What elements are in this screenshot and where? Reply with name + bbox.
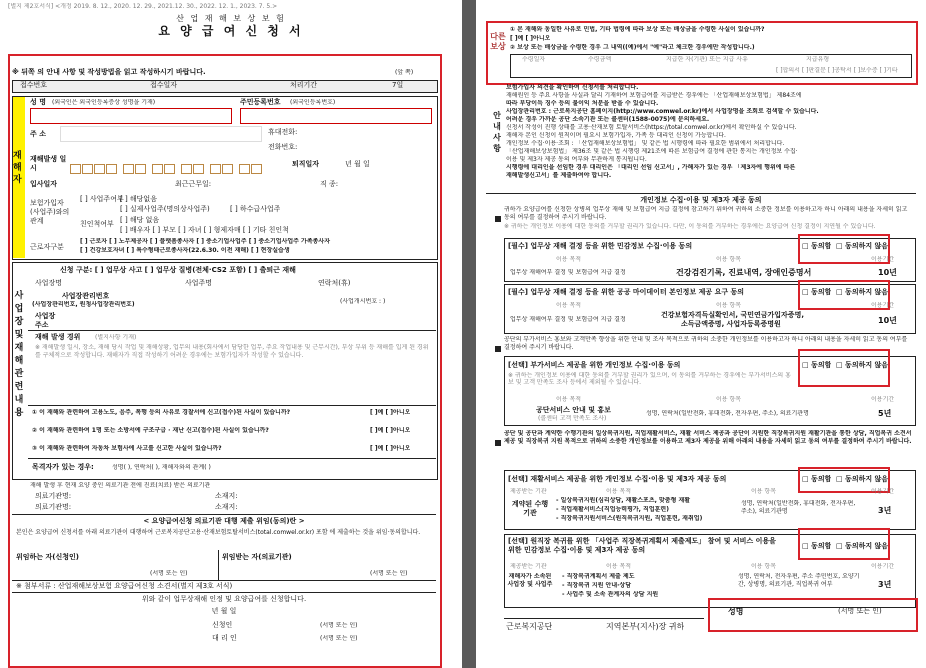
col-payer: 지급한 자(기관) 또는 지급 사유: [666, 56, 748, 63]
apply-kind-options[interactable]: 신청 구분: [ ] 업무상 사고 [ ] 업무상 질병(전체·CS2 포함) [ ] 출퇴근 재해: [60, 266, 296, 274]
consent-4-items: 성명, 연락처(일반전화, 휴대전화, 전자우편, 주소), 의료기관명: [741, 500, 856, 515]
consent-1-purpose: 업무상 재해여부 결정 및 보험급여 지급 결정: [510, 269, 626, 276]
page-back: [476, 0, 926, 668]
consent-3-purpose: 공단서비스 안내 및 홍보: [536, 406, 611, 414]
consent-4-use-2: - 직업재활서비스(직업능력평가, 직업훈련): [556, 506, 669, 513]
delegator-label: 위임하는 자(신청인): [16, 553, 79, 561]
question-insurance-answer[interactable]: [ ]예 [ ]아니오: [370, 445, 411, 452]
mobile-label: 휴대전화:: [268, 128, 298, 136]
accident-guide: ※ 재해발생 일시, 장소, 재해 당시 작업 및 재해상황, 업무의 내용(회사에서 담당한 업무, 주요 작업내용 및 근무시간), 부상 부위 등 재해를 입게 된 경위를 구체적으로 작성합니다. 재해자가 직접 작성하기 어려운 경우에는 보험가입자가 작성할 수 있습니다.: [35, 344, 429, 359]
consent-5-use-1: - 직장복귀계획서 제출 제도: [562, 573, 635, 580]
rrn-label: 주민등록번호: [240, 98, 281, 106]
consent-4-agree[interactable]: □ 동의함: [802, 475, 832, 483]
family-option-none[interactable]: [ ] 해당 없음: [120, 216, 160, 224]
page-side-label: (앞 쪽): [395, 69, 414, 76]
declaration-text: 위와 같이 업무상재해 인정 및 요양급여를 신청합니다.: [141, 595, 307, 603]
signature-label: 성명: [728, 607, 744, 616]
privacy-note: ※ 귀하는 개인정보 이용에 대한 동의를 거부할 권리가 있습니다. 다만, 이 동의를 거부하는 경우에는 요양급여 신청 결정이 지연될 수 있습니다.: [504, 223, 876, 230]
consent-1-disagree[interactable]: □ 동의하지 않음: [836, 242, 889, 250]
consent-3-col-purpose: 이용 목적: [556, 396, 582, 403]
col-type: 지급유형: [806, 56, 830, 63]
consent-4-use-3: - 직장복귀지원서비스(원직복귀지원, 직업훈련, 재취업): [556, 515, 703, 522]
bullet-icon: [495, 208, 504, 227]
form-title: 요 양 급 여 신 청 서: [158, 24, 304, 38]
guide-line: 보험가입자 의견을 확인하여 신청서를 처리합니다.: [506, 84, 639, 91]
consent-5-provider: 재해자가 소속된 사업장 및 사업주: [507, 573, 553, 588]
consent-2-items-1: 건강보험자격득실확인서, 국민연금가입자증명,: [661, 311, 804, 319]
consent-1-period: 10년: [878, 268, 897, 277]
consent-4-col-items: 이용 항목: [751, 488, 777, 495]
question-insurance: ③ 이 재해와 관련하여 자동차 보험사에 사고를 신고한 사실이 있습니까?: [32, 445, 222, 452]
footer-org: 근로복지공단: [506, 622, 553, 631]
biz-name-label: 사업장명: [35, 279, 63, 287]
consent-2-col-period: 이용기간: [871, 302, 895, 309]
consent-5-agree[interactable]: □ 동의함: [802, 542, 832, 550]
consent-4-disagree[interactable]: □ 동의하지 않음: [836, 475, 889, 483]
family-label: 친인척여부: [80, 220, 114, 228]
consent-2-items-2: 소득금액증명, 사업자등록증명원: [681, 320, 781, 328]
consent-2-period: 10년: [878, 316, 897, 325]
guide-line: 따라 부당이득 징수 등의 불이익 처분을 받을 수 있습니다.: [506, 100, 659, 107]
signature-seal[interactable]: (서명 또는 인): [838, 607, 882, 615]
process-period-label: 처리기간: [290, 81, 318, 89]
address-input[interactable]: [60, 126, 262, 142]
hire-date-label: 입사일자: [30, 180, 58, 188]
process-period-value: 7일: [392, 81, 404, 89]
privacy-intro: 귀하가 요양급여를 신청한 상병의 업무상 재해 및 보험급여 지급 결정에 참고하기 위하여 귀하의 소중한 정보를 이용하고자 하니 아래의 내용을 자세히 읽고 동의 여부를 결정하여 주시기 바랍니다.: [504, 206, 908, 221]
biz-owner-label: 사업주명: [185, 279, 213, 287]
privacy-title: 개인정보 수집·이용 및 제3자 제공 동의: [640, 196, 762, 204]
consent-3-agree[interactable]: □ 동의함: [802, 361, 832, 369]
accident-date-input[interactable]: [70, 158, 280, 170]
insured-relation-label: 보험가입자 (사업주)와의 관계: [30, 199, 70, 225]
proxy-title: < 요양급여신청 의료기관 대행 제출 위임(동의)란 >: [143, 517, 305, 525]
consent-5-col-use: 이용 목적: [606, 563, 632, 570]
type-options[interactable]: [ ]합의서 [ ]판결문 [ ]공탁서 [ ]보수증 [ ]기타: [776, 67, 898, 74]
applicant-label: 신청인: [212, 621, 233, 629]
agent-label: 대 리 인: [212, 634, 237, 642]
delegatee-sign[interactable]: (서명 또는 인): [370, 570, 408, 577]
consent-4-col-provider: 제공받는 기관: [510, 488, 547, 495]
consent-2-title: [필수] 업무상 재해 결정 등을 위한 공공 마이데이터 본인정보 제공 요구 동의: [508, 288, 745, 296]
consent-1-col-items: 이용 항목: [716, 256, 742, 263]
question-police-answer[interactable]: [ ]예 [ ]아니오: [370, 409, 411, 416]
question-119: ② 이 재해와 관련하여 1명 또는 소방서에 구조구급 · 재난 신고(접수)된 사실이 있습니까?: [32, 427, 269, 434]
accident-date-label: 재해발생 일 시: [30, 155, 67, 172]
consent-5-use-2: - 직장복귀 지원 안내·상담: [562, 582, 631, 589]
consent-4-col-use: 이용 목적: [606, 488, 632, 495]
mgmt-no-label: 사업장관리번호: [62, 292, 110, 300]
form-subtitle: 산 업 재 해 보 상 보 험: [176, 14, 286, 23]
consent-3-col-period: 이용기간: [871, 396, 895, 403]
guide-line: 어려운 경우 가까운 공단 소속기관 또는 콜센터(1588-0075)에 문의하세요.: [506, 116, 710, 123]
guide-line: 신청서 작성이 진행 상태를 고용·산재보험 토탈서비스(https://total.comwel.or.kr)에서 확인하실 수 있습니다.: [506, 124, 797, 131]
consent-1-items: 건강검진기록, 진료내역, 장애인증명서: [676, 268, 812, 277]
consent-2-col-purpose: 이용 목적: [556, 302, 582, 309]
consent-5-use-3: - 사업주 및 소속 관계자의 상담 지원: [562, 591, 659, 598]
name-label: 성 명: [30, 98, 46, 106]
consent-5-col-provider: 제공받는 기관: [510, 563, 547, 570]
phone-label: 전화번호:: [268, 143, 298, 151]
consent-2-purpose: 업무상 재해여부 결정 및 보험급여 지급 결정: [510, 316, 626, 323]
accident-textarea[interactable]: [35, 366, 431, 404]
hospital-note: 재해 발생 후 현재 요양 중인 의료기관 전에 진료(치료) 받은 의료기관: [30, 482, 211, 489]
notice-text: ※ 뒤쪽 의 안내 사항 및 작성방법을 읽고 작성하시기 바랍니다.: [12, 68, 206, 76]
delegatee-label: 위임받는 자(의료기관): [222, 553, 292, 561]
consent-4-use-1: - 일상복귀지원(심리상담, 재활스포츠, 맞춤형 재활: [556, 497, 691, 504]
victim-side-label: 재해자: [13, 151, 22, 185]
location-2-label: 소재지:: [215, 503, 238, 511]
witness-fields[interactable]: 성명( ), 연락처( ), 재해자와의 관계( ): [112, 464, 211, 471]
consent-1-col-period: 이용기간: [871, 256, 895, 263]
consent-5-disagree[interactable]: □ 동의하지 않음: [836, 542, 889, 550]
business-side-label: 사업장 및 재해 관련 내용: [14, 291, 24, 418]
last-work-date-label: 최근근무일:: [175, 180, 212, 188]
consent-4-intro: 공단 및 공단과 계약한 수행기관의 일상복귀지원, 직업재활서비스, 재활 서비스 제공과 공단이 지원한 직장복귀지원 재활기관을 통한 상담, 직업복귀 소견서 제공 및 직장복귀 지원 목적으로 귀하의 소중한 개인정보를 이용하고 제3자 제공을 위해 아래의 내용을 자세히 읽고 동의 여부를 결정하여 주시기 바랍니다.: [504, 430, 912, 445]
question-other-comp-answer[interactable]: [ ]예 [ ]아니오: [510, 35, 551, 42]
witness-label: 목격자가 있는 경우:: [32, 463, 94, 471]
work-type-options[interactable]: [ ] 근로자 [ ] 노무제공자 [ ] 플랫폼종사자 [ ] 중소기업사업주 [ ] 중소기업사업주 가족종사자: [80, 238, 331, 245]
retire-date-ymd: 년 월 일: [345, 160, 370, 168]
rrn-input[interactable]: [240, 108, 432, 124]
address-label: 주 소: [30, 130, 46, 138]
consent-1-title: [필수] 업무상 재해 결정 등을 위한 민감정보 수집·이용 동의: [508, 242, 693, 250]
guide-line: 시행령에 대리인을 선임한 경우 대리인은 「대리인 선임 신고서」, 가해자가 있는 경우 「제3자에 행위에 따른: [506, 164, 796, 171]
consent-4-provider: 계약된 수행기관: [511, 500, 549, 517]
question-other-comp: ① 본 재해와 동일한 사유로 민법, 기타 법령에 따라 보상 또는 배상금을 수령한 사실이 있습니까?: [510, 26, 765, 33]
mgmt-no-sub: (사업장관리번호, 원청사업장관리번호): [32, 301, 135, 308]
work-type-label: 근로자구분: [30, 243, 64, 251]
question-119-answer[interactable]: [ ]예 [ ]아니오: [370, 427, 411, 434]
consent-4-title: [선택] 재활서비스 제공을 위한 개인정보 수집·이용 및 제3자 제공 동의: [508, 475, 727, 483]
relation-option-actual[interactable]: [ ] 실제사업주(명의상사업주): [120, 205, 210, 213]
applicant-sign[interactable]: (서명 또는 인): [320, 622, 358, 629]
other-comp-detail: ② 보상 또는 배상금을 수령한 경우 그 내역((예)에서 "예"라고 체크한 경우에만 작성합니다.): [510, 44, 755, 51]
receipt-number-label: 접수번호: [20, 81, 48, 89]
consent-2-disagree[interactable]: □ 동의하지 않음: [836, 288, 889, 296]
receipt-row: [12, 80, 438, 93]
biz-address-label: 사업장 주소: [35, 312, 56, 329]
consent-3-disagree[interactable]: □ 동의하지 않음: [836, 361, 889, 369]
name-hint: (외국인은 외국인등록증상 성명을 기재): [52, 99, 156, 106]
guide-line: 개인정보 수집·이용·조회 : 「산업재해보상보험법」 및 같은 법 시행령에 따라 필요한 범위에서 처리합니다.: [506, 140, 785, 147]
relation-owner-label: [ ] 사업주여부: [80, 195, 124, 203]
guide-list: [506, 84, 916, 192]
accident-title: 재해 발생 경위: [35, 333, 81, 341]
consent-3-purpose-sub: (콜센터 고객 만족도 조사): [538, 415, 607, 422]
bullet-icon: [495, 432, 504, 451]
guide-line: 「산업재해보상보험법」 제36조 및 같은 법 시행령 제21조에 따른 보험급여 결정에 관한 통지는 개인정보 수집·: [506, 148, 798, 155]
guide-side-label: 안내 사항: [493, 111, 501, 153]
consent-2-col-items: 이용 항목: [716, 302, 742, 309]
guide-line: 재해발생신고서」를 제출하여야 합니다.: [506, 172, 612, 179]
bullet-icon: [495, 338, 504, 357]
work-type-options-2[interactable]: [ ] 건강보호자녀 [ ] 특수형태근로종사자(22.6.30. 이전 재해) [ ] 현장실습생: [80, 247, 290, 254]
consent-5-items: 성명, 연락처, 전자우편, 주소 주민번호, 요양기간, 상병명, 의료기관, 직업복귀 여부: [738, 573, 860, 588]
consent-5-title: [선택] 원직장 복귀를 위한 「사업주 직장복귀계획서 제출제도」 참여 및 서비스 이용을 위한 민감정보 수집·이용 및 제3자 제공 동의: [508, 537, 776, 554]
consent-5-col-period: 이용기간: [871, 563, 895, 570]
consent-3-intro: 공단의 부가서비스 홍보와 고객만족 향상을 위한 안내 및 조사 목적으로 귀하의 소중한 개인정보를 이용하고자 하니 아래의 내용을 자세히 읽고 동의 여부를 결정하여 주시기 바랍니다.: [504, 336, 908, 351]
consent-1-agree[interactable]: □ 동의함: [802, 242, 832, 250]
other-comp-side-label: 다른 보상: [490, 32, 506, 51]
relation-option-sub[interactable]: [ ] 하수급사업주: [230, 205, 281, 213]
consent-5-period: 3년: [878, 580, 892, 589]
reg-no-label: (사업개시번호 : ): [340, 298, 386, 305]
receipt-date-label: 접수일자: [150, 81, 178, 89]
declaration-date: 년 월 일: [211, 607, 237, 615]
consent-1-col-purpose: 이용 목적: [556, 256, 582, 263]
consent-3-title: [선택] 부가서비스 제공을 위한 개인정보 수집·이용 동의: [508, 361, 681, 369]
consent-3-col-items: 이용 항목: [716, 396, 742, 403]
agent-sign[interactable]: (서명 또는 인): [320, 635, 358, 642]
hospital-1-label: 의료기관명:: [35, 492, 72, 500]
col-recv-amount: 수령금액: [588, 56, 612, 63]
consent-3-period: 5년: [878, 409, 892, 418]
guide-line: 재해자 본인 신청이 원칙이며 필요시 보험가입자, 가족 등 대리인 신청이 가능합니다.: [506, 132, 726, 139]
form-number: [별지 제2호서식] <개정 2019. 8. 12., 2020. 12. 29., 2021.12. 30., 2022. 12. 1., 2023. 7. 5.>: [8, 3, 278, 10]
retire-date-label: 퇴직일자: [292, 160, 320, 168]
guide-line: 이용 및 제3자 제공 동의 여부와 무관하게 통지됩니다.: [506, 156, 647, 163]
question-police: ① 이 재해와 관련하여 고용노도, 음주, 폭행 등의 사유로 경찰서에 신고(접수)된 사실이 있습니까?: [32, 409, 291, 416]
contact-label: 연락처(휴): [318, 279, 351, 287]
hospital-2-label: 의료기관명:: [35, 503, 72, 511]
attachment-note: ※ 첨부서류 : 산업재해보상보험 요양급여신청 소견서(별지 제3호 서식): [16, 582, 233, 590]
location-1-label: 소재지:: [215, 492, 238, 500]
consent-4-col-period: 이용기간: [871, 488, 895, 495]
rrn-hint: (외국인등록번호): [290, 99, 336, 106]
relation-option-none[interactable]: [ ] 해당없음: [120, 195, 157, 203]
consent-5-col-items: 이용 항목: [751, 563, 777, 570]
consent-4-period: 3년: [878, 506, 892, 515]
job-type-label: 직 종:: [320, 180, 339, 188]
page-front: [0, 0, 462, 668]
family-options[interactable]: [ ] 배우자 [ ] 부모 [ ] 자녀 [ ] 형제자매 [ ] 기타 친인척: [120, 226, 289, 234]
consent-3-items: 성명, 연락처(일반전화, 휴대전화, 전자우편, 주소), 의료기관명: [646, 410, 809, 417]
guide-line: 사업장관리번호 : 근로복지공단 홈페이지(http://www.comwel.or.kr)에서 사업장명을 조회로 검색할 수 있습니다.: [506, 108, 819, 115]
footer-branch: 지역본부(지사)장 귀하: [606, 622, 685, 631]
proxy-text: 본인은 요양급여 신청서를 아래 의료기관이 대행하여 근로복지공단고용·산재보험토탈서비스(total.comwel.or.kr) 포함 에 제출하는 것을 위임·동의합니다.: [16, 529, 421, 536]
delegator-sign[interactable]: (서명 또는 인): [150, 570, 188, 577]
name-input[interactable]: [30, 108, 232, 124]
consent-2-agree[interactable]: □ 동의함: [802, 288, 832, 296]
guide-line: 재해원인 등 주요 사항을 사실과 달리 기재하여 보험급여를 지급받은 경우에는 「산업재해보상보험법」 제84조에: [506, 92, 802, 99]
accident-hint: (별지사항 기재): [95, 334, 137, 341]
consent-3-note: ※ 귀하는 개인정보 이용에 대한 동의를 거부할 권리가 있으며, 이 동의를 거부하는 경우에는 부가서비스의 홍보 및 고객 만족도 조사 등에서 제외될 수 있습니다.: [508, 372, 791, 386]
col-recv-date: 수령일자: [522, 56, 546, 63]
